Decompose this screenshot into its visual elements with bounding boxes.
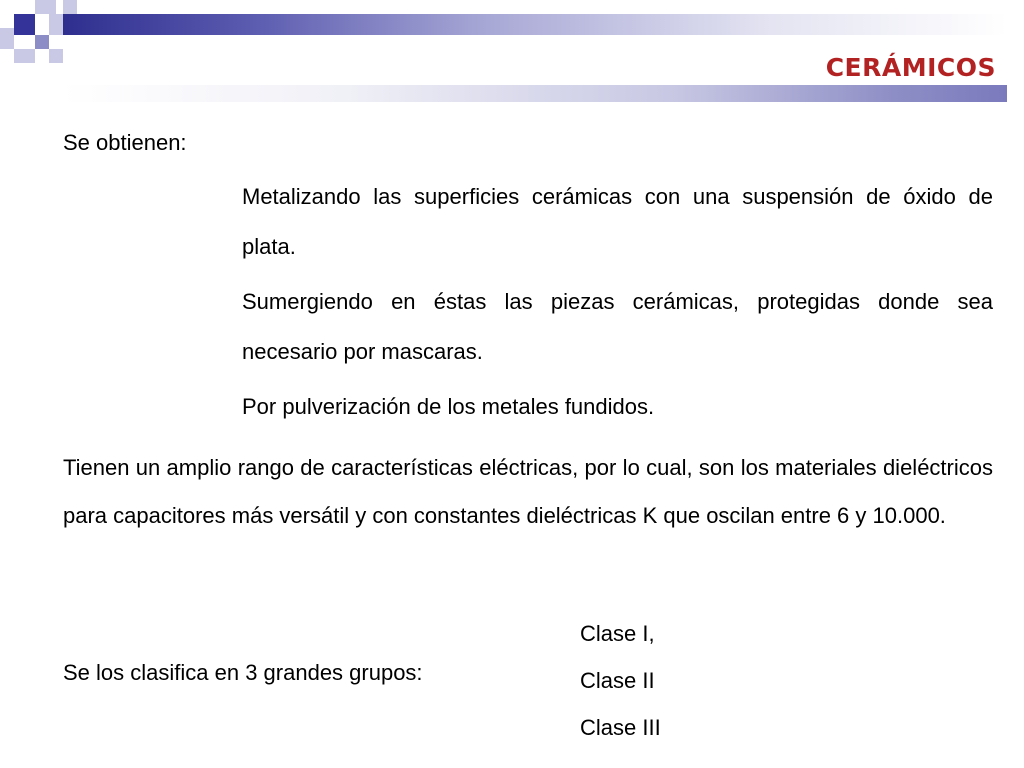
decorative-square [49,49,63,63]
groups-label: Se los clasifica en 3 grandes grupos: [63,660,423,685]
slide-title: CERÁMICOS [825,53,996,82]
decorative-square [14,49,35,63]
title-underline-bar [63,85,1007,102]
bullet-item: Por pulverización de los metales fundidos. [242,394,655,419]
decorative-square [14,14,35,35]
header-gradient-bar [63,14,1007,35]
body-paragraph: Tienen un amplio rango de características eléctricas, por lo cual, son los materiales dieléctricos para capacitores más versátil y con constantes dieléctricas K que oscilan entre 6 y 10.000. [63,455,993,528]
class-item: Clase II [580,668,655,693]
decorative-square [0,28,14,49]
bullet-item: Metalizando las superficies cerámicas con una suspensión de óxido de plata. [242,184,993,259]
class-item: Clase III [580,715,661,740]
decorative-square [49,14,63,35]
intro-text: Se obtienen: [63,130,187,155]
decorative-square [63,0,77,14]
bullet-item: Sumergiendo en éstas las piezas cerámicas, protegidas donde sea necesario por mascaras. [242,289,993,364]
class-item: Clase I, [580,621,655,646]
decorative-square [35,0,56,14]
class-list [580,610,661,751]
decorative-square [35,35,49,49]
